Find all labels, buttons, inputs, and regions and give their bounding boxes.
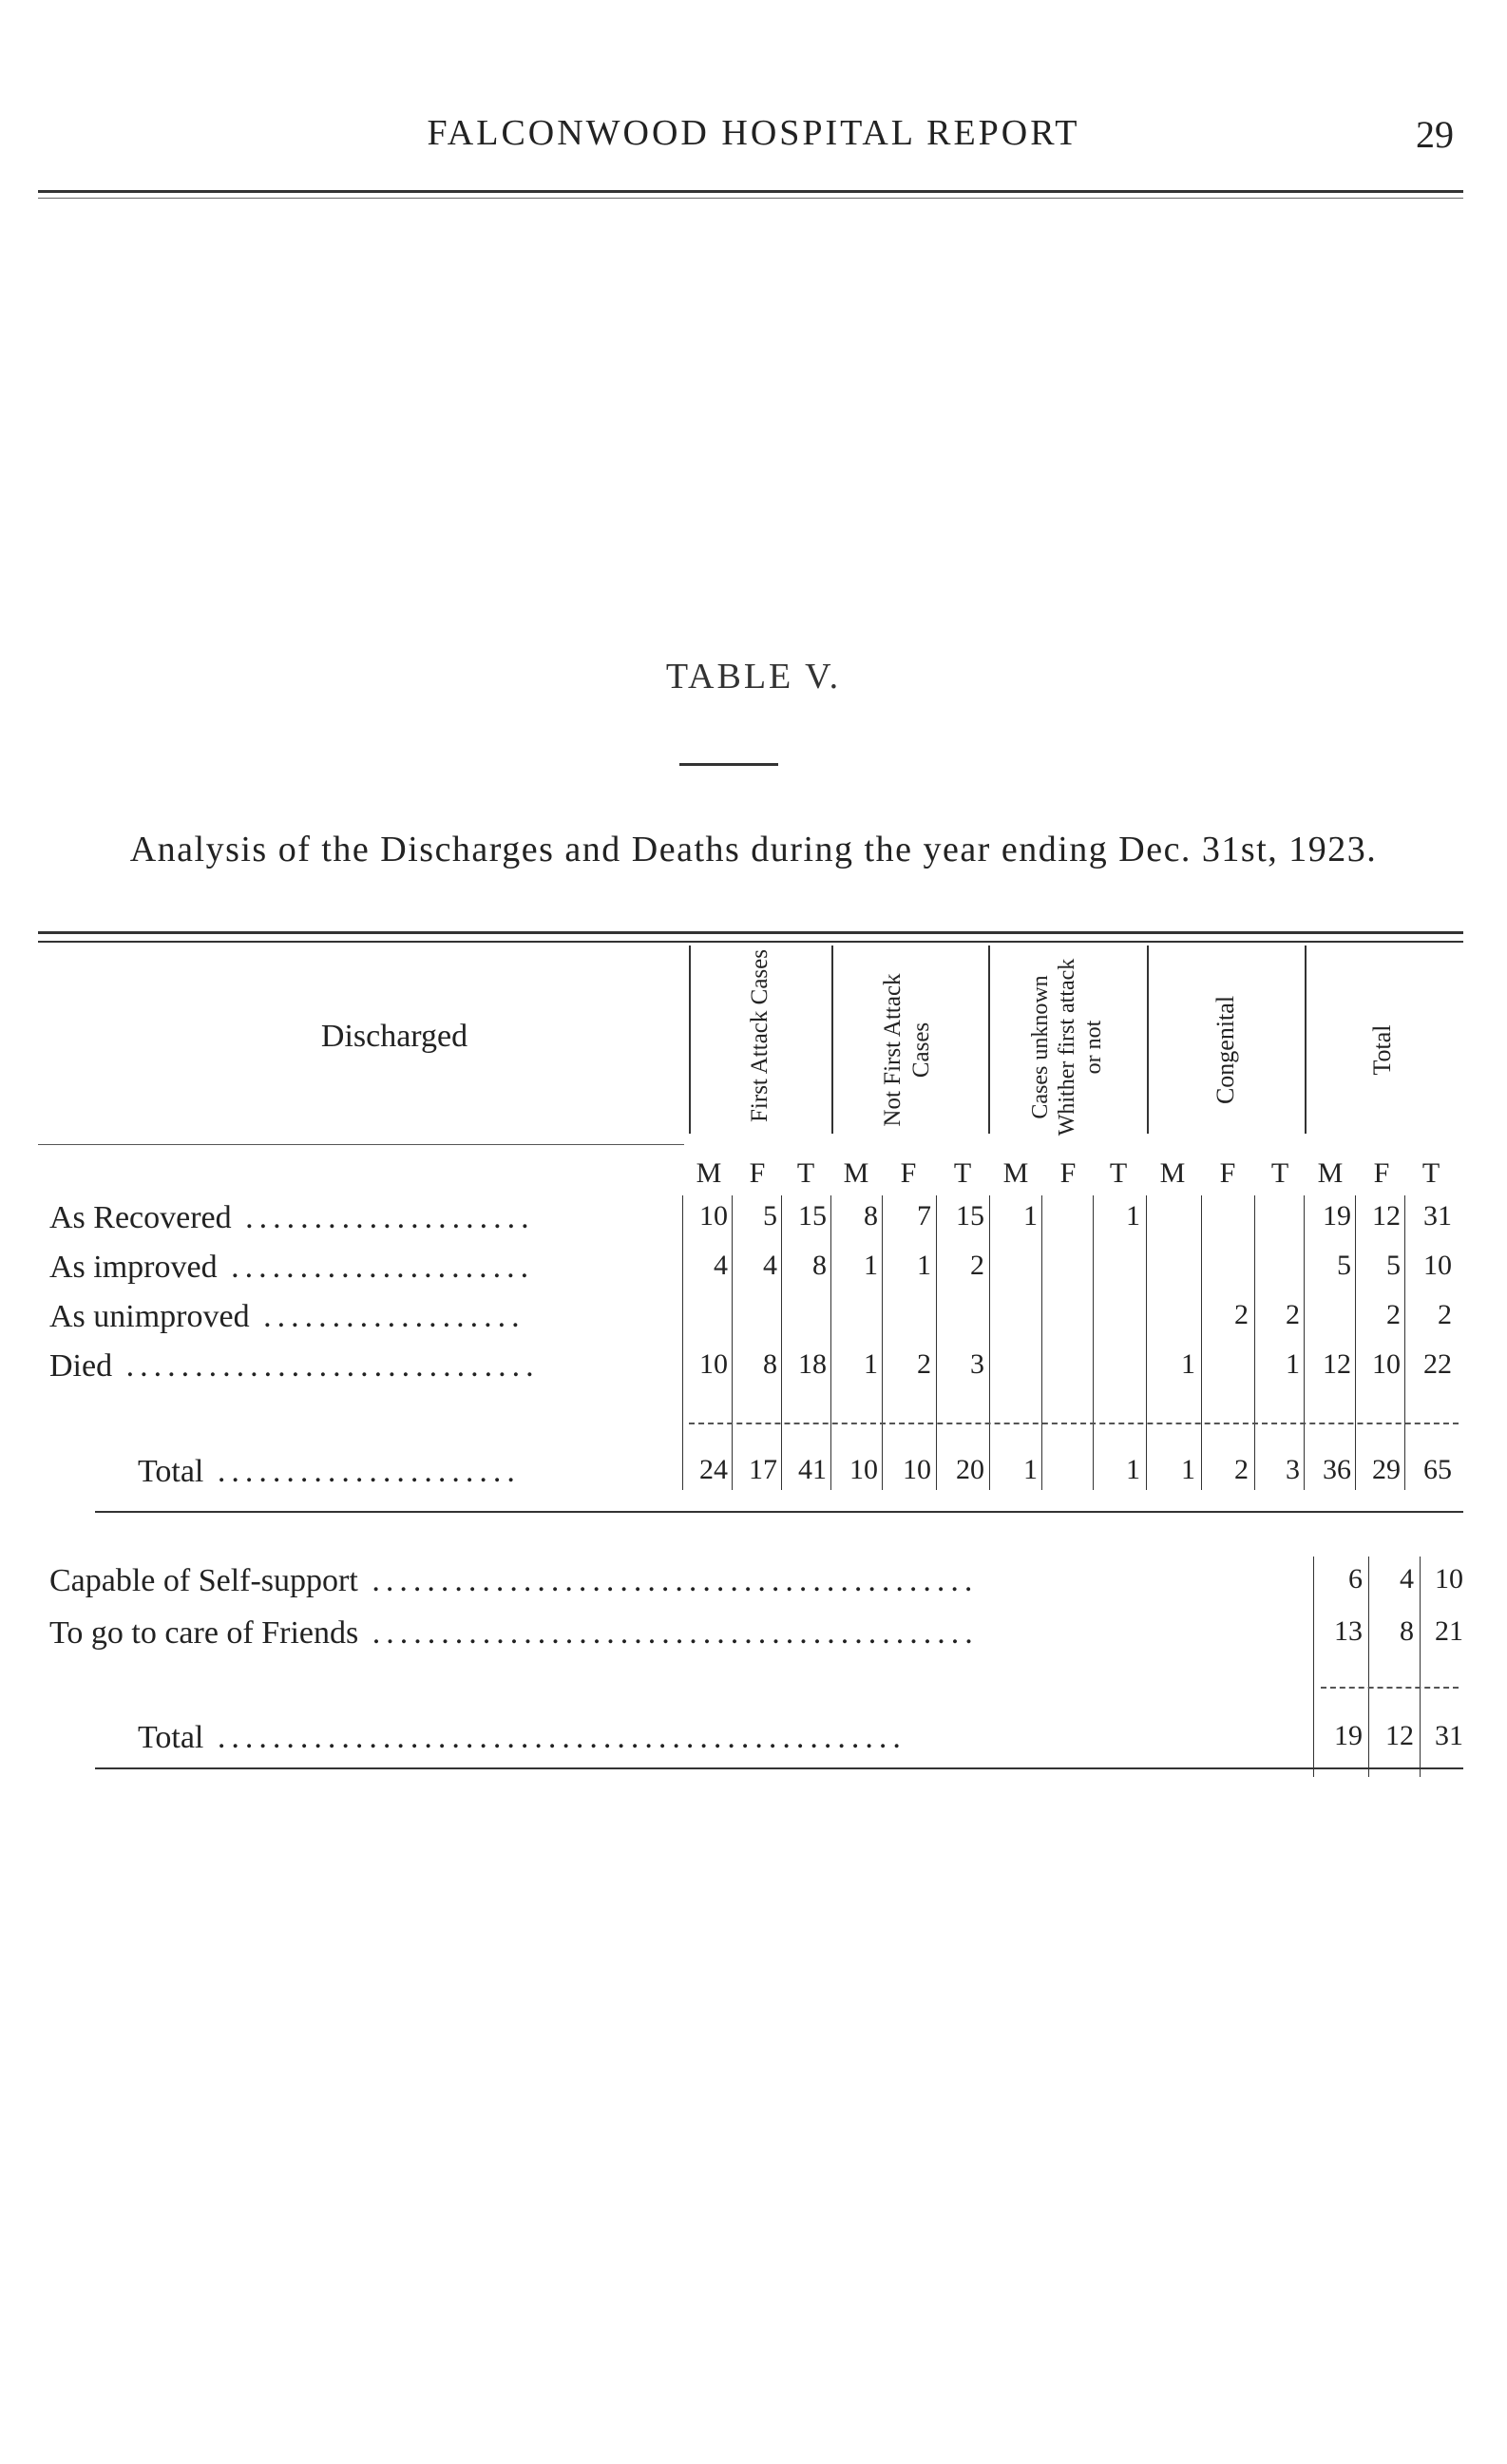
cell: 2 — [917, 1348, 931, 1380]
cell: 2 — [970, 1250, 984, 1281]
cell: 5 — [1386, 1250, 1401, 1281]
cell: 4 — [714, 1250, 728, 1281]
cell: 1 — [1126, 1200, 1140, 1232]
cell: 2 — [1286, 1299, 1300, 1330]
subcol-label: M — [843, 1157, 869, 1189]
running-header: FALCONWOOD HOSPITAL REPORT — [427, 113, 1080, 153]
cell: 20 — [956, 1454, 984, 1485]
cell: 12 — [1372, 1200, 1401, 1232]
subcol-label: F — [1373, 1157, 1390, 1189]
table-title: TABLE V. — [665, 657, 842, 697]
cell: 7 — [917, 1200, 931, 1232]
cell: 8 — [812, 1250, 827, 1281]
cell: 17 — [749, 1454, 777, 1485]
subcol-label: T — [953, 1157, 972, 1189]
col-group-not-first-attack: Not First Attack Cases — [880, 973, 934, 1127]
row-label: As Recovered ..................... — [49, 1200, 535, 1235]
subcol-label: M — [1159, 1157, 1186, 1189]
subcol-label: F — [1219, 1157, 1236, 1189]
cell: 19 — [1323, 1200, 1351, 1232]
page-number: 29 — [1416, 113, 1454, 156]
subcol-label: M — [696, 1157, 722, 1189]
row-label: Total ...................... — [138, 1454, 521, 1489]
row-label: Capable of Self-support ............................................ — [49, 1563, 979, 1598]
cell: 10 — [699, 1348, 728, 1380]
cell: 10 — [1372, 1348, 1401, 1380]
col-group-total: Total — [1368, 1024, 1396, 1076]
cell: 8 — [864, 1200, 878, 1232]
cell: 10 — [849, 1454, 878, 1485]
subcol-label: T — [796, 1157, 815, 1189]
row-label: As unimproved ................... — [49, 1299, 525, 1334]
cell: 31 — [1423, 1200, 1452, 1232]
cell: 29 — [1372, 1454, 1401, 1485]
cell: 4 — [763, 1250, 777, 1281]
subtotal-rule — [1321, 1687, 1459, 1689]
cell: 18 — [798, 1348, 827, 1380]
cell: 2 — [1386, 1299, 1401, 1330]
cell: 1 — [1181, 1348, 1195, 1380]
subcol-label: F — [1059, 1157, 1077, 1189]
cell: 12 — [1385, 1720, 1414, 1751]
cell: 2 — [1438, 1299, 1452, 1330]
cell: 22 — [1423, 1348, 1452, 1380]
cell: 5 — [763, 1200, 777, 1232]
cell: 2 — [1234, 1299, 1249, 1330]
cell: 31 — [1435, 1720, 1463, 1751]
table-bottom-rule — [95, 1767, 1463, 1769]
subcol-label: F — [900, 1157, 917, 1189]
cell: 8 — [763, 1348, 777, 1380]
col-divider — [1420, 1557, 1421, 1777]
cell: 65 — [1423, 1454, 1452, 1485]
cell: 10 — [903, 1454, 931, 1485]
cell: 15 — [798, 1200, 827, 1232]
col-divider — [1313, 1557, 1314, 1777]
cell: 10 — [1423, 1250, 1452, 1281]
subcol-label: F — [749, 1157, 766, 1189]
row-label: To go to care of Friends ............................................ — [49, 1615, 979, 1651]
col-group-congenital: Congenital — [1211, 995, 1239, 1105]
cell: 1 — [1023, 1200, 1038, 1232]
cell: 41 — [798, 1454, 827, 1485]
cell: 10 — [699, 1200, 728, 1232]
col-group-first-attack: First Attack Cases — [747, 949, 773, 1122]
cell: 13 — [1334, 1615, 1363, 1647]
cell: 4 — [1400, 1563, 1414, 1595]
cell: 12 — [1323, 1348, 1351, 1380]
subcol-label: T — [1270, 1157, 1289, 1189]
cell: 8 — [1400, 1615, 1414, 1647]
cell: 1 — [864, 1250, 878, 1281]
stub-header: Discharged — [320, 1019, 468, 1054]
cell: 2 — [1234, 1454, 1249, 1485]
subcol-label: M — [1317, 1157, 1344, 1189]
col-divider — [1368, 1557, 1369, 1777]
cell: 1 — [864, 1348, 878, 1380]
row-label: As improved ...................... — [49, 1250, 535, 1285]
cell: 3 — [970, 1348, 984, 1380]
cell: 6 — [1348, 1563, 1363, 1595]
table-subtitle: Analysis of the Discharges and Deaths during the year ending Dec. 31st, 1923. — [129, 830, 1378, 869]
cell: 1 — [917, 1250, 931, 1281]
cell: 5 — [1337, 1250, 1351, 1281]
cell: 1 — [1023, 1454, 1038, 1485]
cell: 21 — [1435, 1615, 1463, 1647]
cell: 1 — [1181, 1454, 1195, 1485]
cell: 15 — [956, 1200, 984, 1232]
subcol-label: T — [1109, 1157, 1128, 1189]
subcol-label: M — [1002, 1157, 1029, 1189]
row-label: Total .................................................. — [138, 1720, 906, 1755]
row-label: Died .............................. — [49, 1348, 540, 1384]
cell: 10 — [1435, 1563, 1463, 1595]
cell: 1 — [1126, 1454, 1140, 1485]
cell: 36 — [1323, 1454, 1351, 1485]
subcol-label: T — [1421, 1157, 1440, 1189]
cell: 3 — [1286, 1454, 1300, 1485]
cell: 19 — [1334, 1720, 1363, 1751]
col-group-unknown: Cases unknown Whither first attack or not — [1028, 958, 1106, 1136]
cell: 24 — [699, 1454, 728, 1485]
cell: 1 — [1286, 1348, 1300, 1380]
